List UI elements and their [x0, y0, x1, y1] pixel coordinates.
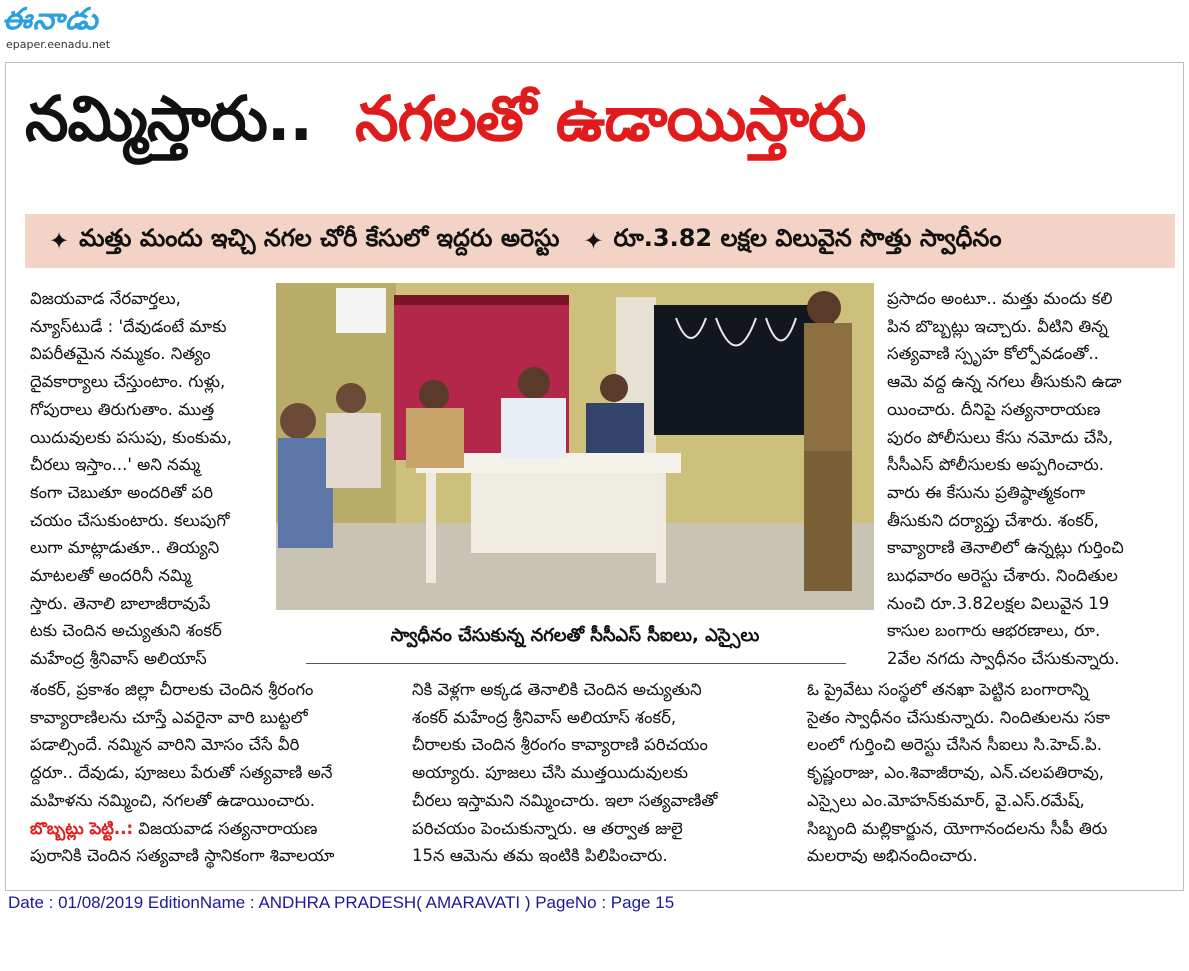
text-line: పురం పోలీసులు కేసు నమోదు చేసి,	[887, 427, 1114, 447]
text-line: సత్యవాణి స్పృహ కోల్పోవడంతో..	[887, 344, 1099, 364]
text-line: గోపురాలు తిరుగుతాం. ముత్త	[30, 399, 215, 419]
divider-line	[306, 663, 846, 664]
text-line: 2వేల నగదు స్వాధీనం చేసుకున్నారు.	[887, 649, 1120, 669]
text-line: ప్రసాదం అంటూ.. మత్తు మందు కలి	[887, 289, 1113, 308]
text-line: పరిచయం పెంచుకున్నారు. ఆ తర్వాత జులై	[412, 818, 683, 838]
text-line: చయం చేసుకుంటారు. కలుపుగో	[30, 510, 230, 530]
column-left-top	[30, 285, 268, 673]
text-line: స్తారు. తెనాలి బాలాజీరావుపే	[30, 593, 211, 613]
text-line: విపరీతమైన నమ్మకం. నిత్యం	[30, 344, 211, 364]
logo-wordmark: ఈనాడు	[2, 2, 99, 37]
text-line: చీరాలకు చెందిన శ్రీరంగం కావ్యారాణి పరిచయం	[412, 735, 708, 755]
text-line: శంకర్, ప్రకాశం జిల్లా చీరాలకు చెందిన శ్రీరంగం	[30, 680, 314, 699]
text-line: దైవకార్యాలు చేస్తుంటాం. గుళ్లు,	[30, 372, 226, 392]
text-line: కావ్యారాణి తెనాలిలో ఉన్నట్లు గుర్తించి	[887, 538, 1124, 558]
text-line: కృష్ణంరాజు, ఎం.శివాజీరావు, ఎన్.చలపతిరావు,	[807, 763, 1105, 783]
text-line: అయ్యారు. పూజలు చేసి ముత్తయిదువులకు	[412, 763, 689, 783]
subhead-1: మత్తు మందు ఇచ్చి నగల చోరీ కేసులో ఇద్దరు అరెస్టు	[79, 224, 560, 252]
text-line: నికి వెళ్లగా అక్కడ తెనాలికి చెందిన అచ్యుతుని	[412, 680, 702, 699]
text-line: మహేంద్ర శ్రీనివాస్ అలియాస్	[30, 649, 207, 669]
text-line: సీసీఎస్ పోలీసులకు అప్పగించారు.	[887, 455, 1105, 475]
text-line: సిబ్బంది మల్లికార్జున, యోగానందలను సీపీ తిరు	[807, 818, 1108, 838]
text-line: బుధవారం అరెస్టు చేశారు. నిందితుల	[887, 566, 1118, 586]
headline	[25, 82, 1175, 192]
bullet-star-icon: ✦	[583, 227, 604, 255]
text-line: పురానికి చెందిన సత్యవాణి స్థానికంగా శివాలయా	[30, 846, 335, 866]
section-kicker: బొబ్బట్లు పెట్టి..:	[30, 818, 134, 838]
text-line: మాటలతో అందరినీ నమ్మి	[30, 566, 192, 586]
text-line: చీరలు ఇస్తాం...' అని నమ్మ	[30, 455, 201, 475]
text-line: తీసుకుని దర్యాప్తు చేశారు. శంకర్,	[887, 510, 1099, 530]
text-line: ఓ ప్రైవేటు సంస్థలో తనఖా పెట్టిన బంగారాన్ని	[807, 680, 1089, 699]
text-line: లుగా మాట్లాడుతూ.. తియ్యని	[30, 538, 220, 558]
column-right-bottom	[807, 676, 1173, 870]
text-line: వారు ఈ కేసును ప్రతిష్ఠాత్మకంగా	[887, 482, 1086, 502]
text-line: విజయవాడ నేరవార్తలు,	[30, 289, 181, 308]
text-line: కంగా చెబుతూ అందరితో పరి	[30, 482, 214, 502]
text-line: పడాల్సిందే. నమ్మిన వారిని మోసం చేసే వీరి	[30, 735, 300, 755]
text-line: యించారు. దీనిపై సత్యనారాయణ	[887, 399, 1101, 419]
bullet-star-icon: ✦	[49, 227, 70, 255]
text-line: లంలో గుర్తించి అరెస్టు చేసిన సీఐలు సి.హెచ్.పి.	[807, 735, 1102, 755]
text-line: యిదువులకు పసుపు, కుంకుమ,	[30, 427, 233, 447]
text-line: మలరావు అభినందించారు.	[807, 846, 978, 866]
text-line: న్యూస్‌టుడే : 'దేవుడంటే మాకు	[30, 316, 227, 336]
text-line: మహిళను నమ్మించి, నగలతో ఉడాయించారు.	[30, 790, 316, 810]
text-line: విజయవాడ సత్యనారాయణ	[133, 818, 318, 838]
article-photo	[276, 283, 874, 610]
text-line: నుంచి రూ.3.82లక్షల విలువైన 19	[887, 593, 1110, 613]
subhead-2: రూ.3.82 లక్షల విలువైన సొత్తు స్వాధీనం	[613, 224, 1002, 252]
text-line: ఆమె వద్ద ఉన్న నగలు తీసుకుని ఉడా	[887, 372, 1122, 392]
eenadu-logo	[2, 2, 152, 52]
edition-footer: Date : 01/08/2019 EditionName : ANDHRA PRADESH( AMARAVATI ) PageNo : Page 15	[8, 893, 675, 912]
epaper-url: epaper.eenadu.net	[6, 38, 111, 51]
text-line: 15న ఆమెను తమ ఇంటికి పిలిపించారు.	[412, 846, 668, 866]
column-right-top	[887, 285, 1170, 673]
column-left-bottom	[30, 676, 390, 870]
text-line: కాసుల బంగారు ఆభరణాలు, రూ.	[887, 621, 1101, 641]
text-line: కావ్యారాణిలను చూస్తే ఎవరైనా వారి బుట్టలో	[30, 707, 308, 727]
text-line: చీరలు ఇస్తామని నమ్మించారు. ఇలా సత్యవాణితో	[412, 790, 718, 810]
headline-part-2: నగలతో ఉడాయిస్తారు	[355, 82, 866, 155]
text-line: సైతం స్వాధీనం చేసుకున్నారు. నిందితులను సకా	[807, 707, 1111, 727]
text-line: ఎస్సైలు ఎం.మోహన్‌కుమార్, వై.ఎస్.రమేష్,	[807, 790, 1085, 810]
column-middle-bottom	[412, 676, 782, 870]
text-line: పిన బొబ్బట్లు ఇచ్చారు. వీటిని తిన్న	[887, 316, 1108, 336]
text-line: శంకర్ మహేంద్ర శ్రీనివాస్ అలియాస్ శంకర్,	[412, 707, 677, 727]
subheadline-band	[25, 214, 1175, 268]
headline-part-1: నమ్మిస్తారు..	[25, 82, 312, 155]
photo-caption: స్వాధీనం చేసుకున్న నగలతో సీసీఎస్ సీఐలు, ఎస్సైలు	[390, 625, 760, 646]
photo-illustration	[276, 283, 874, 610]
text-line: టకు చెందిన అచ్యుతుని శంకర్	[30, 621, 222, 641]
text-line: ద్దరూ.. దేవుడు, పూజలు పేరుతో సత్యవాణి అనే	[30, 763, 333, 783]
